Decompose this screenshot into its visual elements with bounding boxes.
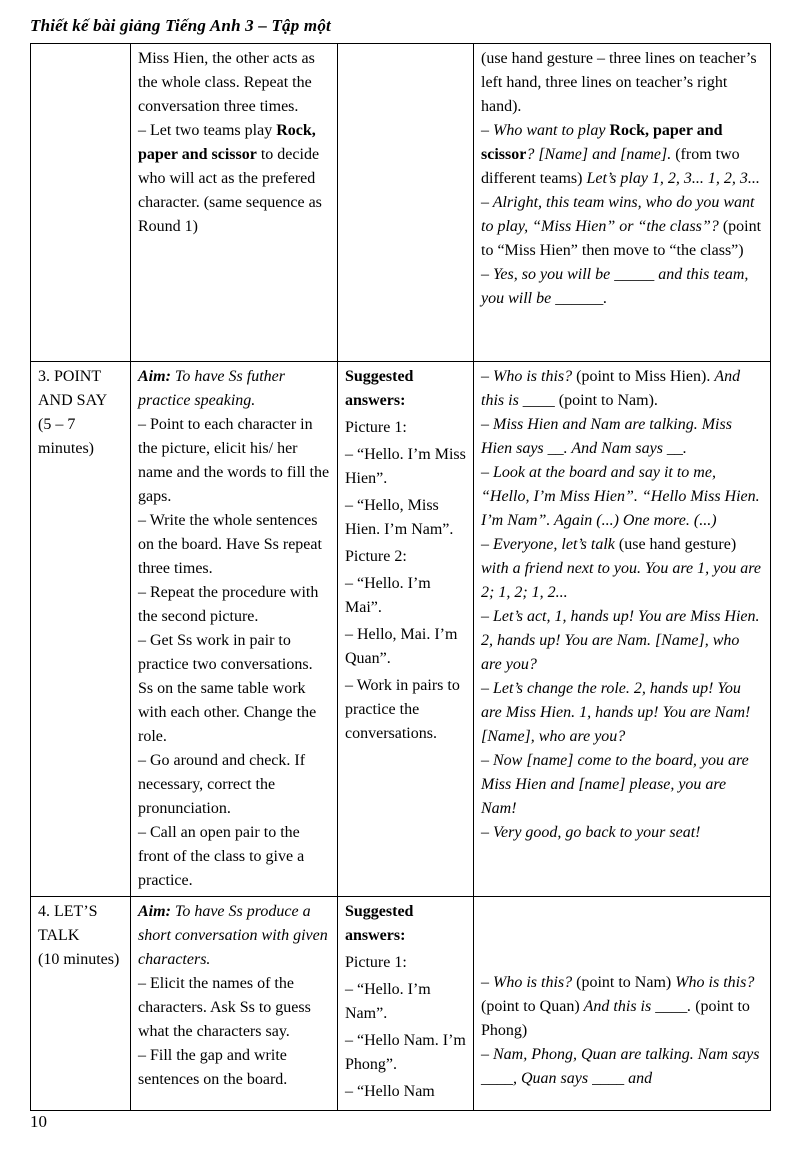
paragraph xyxy=(138,629,331,749)
text-segment: (point to Nam). xyxy=(554,392,658,409)
procedure-cell xyxy=(131,44,338,362)
procedure-cell xyxy=(131,897,338,1111)
paragraph xyxy=(138,581,331,629)
paragraph xyxy=(345,572,467,620)
paragraph xyxy=(481,677,764,749)
paragraph xyxy=(38,900,124,948)
text-segment: with a friend next to you. You are 1, you are 2; 1, 2; 1, 2... xyxy=(481,560,761,601)
text-segment: – Who want to play xyxy=(481,122,610,139)
paragraph xyxy=(345,443,467,491)
paragraph xyxy=(481,413,764,461)
paragraph xyxy=(345,900,467,948)
paragraph xyxy=(481,1043,764,1091)
text-segment: – Very good, go back to your seat! xyxy=(481,824,701,841)
text-segment: – Let’s change the role. 2, hands up! You are Miss Hien. 1, hands up! You are Nam! [Name], who are you? xyxy=(481,680,751,745)
text-segment: Picture 1: xyxy=(345,954,407,971)
table-row xyxy=(31,362,771,897)
answers-cell xyxy=(338,362,474,897)
text-segment: – Call an open pair to the front of the class to give a practice. xyxy=(138,824,305,889)
text-segment: – Let two teams play xyxy=(138,122,277,139)
paragraph xyxy=(138,509,331,581)
paragraph xyxy=(138,900,331,972)
paragraph xyxy=(345,1029,467,1077)
paragraph xyxy=(38,413,124,461)
teacher-language-cell xyxy=(474,897,771,1111)
text-segment: To have Ss produce a short conversation with given characters. xyxy=(138,903,328,968)
paragraph xyxy=(481,749,764,821)
text-segment: – “Hello Nam. I’m Phong”. xyxy=(345,1032,466,1073)
text-segment: (use hand gesture – three lines on teacher’s left hand, three lines on teacher’s right hand). xyxy=(481,50,757,115)
paragraph xyxy=(481,533,764,605)
text-segment: – Now [name] come to the board, you are Miss Hien and [name] please, you are Nam! xyxy=(481,752,749,817)
text-segment: Rock, paper and scissor xyxy=(138,122,316,163)
paragraph xyxy=(138,1044,331,1092)
text-segment: (point to Phong) xyxy=(481,998,750,1039)
text-segment: Suggested answers: xyxy=(345,903,414,944)
paragraph xyxy=(38,365,124,413)
text-segment: – Look at the board and say it to me, “Hello, I’m Miss Hien”. “Hello Miss Hien. I’m Nam”. Again (...) One more. (...) xyxy=(481,464,760,529)
paragraph xyxy=(138,119,331,239)
text-segment: ? [Name] and [name]. xyxy=(526,146,672,163)
paragraph xyxy=(345,1080,467,1104)
text-segment: – Alright, this team wins, who do you want to play, “Miss Hien” or “the class”? xyxy=(481,194,755,235)
text-segment: – Miss Hien and Nam are talking. Miss Hien says __. And Nam says __. xyxy=(481,416,732,457)
paragraph xyxy=(345,674,467,746)
text-segment: – Point to each character in the picture, elicit his/ her name and the words to fill the gaps. xyxy=(138,416,330,505)
paragraph xyxy=(481,191,764,263)
text-segment: (point to Nam) xyxy=(572,974,676,991)
text-segment: 4. LET’S TALK xyxy=(38,903,98,944)
text-segment: And this is ____. xyxy=(583,998,692,1015)
paragraph xyxy=(138,47,331,119)
text-segment: (point to Quan) xyxy=(481,998,584,1015)
text-segment: Who is this? xyxy=(675,974,755,991)
text-segment: – Repeat the procedure with the second picture. xyxy=(138,584,319,625)
text-segment: Rock, paper and scissor xyxy=(481,122,723,163)
paragraph xyxy=(345,416,467,440)
text-segment: 3. POINT AND SAY xyxy=(38,368,108,409)
text-segment: to decide who will act as the prefered character. (same sequence as Round 1) xyxy=(138,146,322,235)
paragraph xyxy=(481,263,764,311)
text-segment: Let’s play 1, 2, 3... 1, 2, 3... xyxy=(586,170,760,187)
text-segment: – Write the whole sentences on the board. Have Ss repeat three times. xyxy=(138,512,322,577)
paragraph xyxy=(345,365,467,413)
text-segment: – Everyone, let’s talk xyxy=(481,536,615,553)
paragraph xyxy=(481,821,764,845)
text-segment: – Nam, Phong, Quan are talking. Nam says ____, Quan says ____ and xyxy=(481,1046,760,1087)
text-segment: – Work in pairs to practice the conversations. xyxy=(345,677,460,742)
teacher-language-cell xyxy=(474,44,771,362)
text-segment: Aim: xyxy=(138,903,171,920)
text-segment: – Get Ss work in pair to practice two conversations. Ss on the same table work with each other. Change the role. xyxy=(138,632,317,745)
paragraph xyxy=(138,972,331,1044)
lesson-plan-table xyxy=(30,43,771,1111)
text-segment: – Fill the gap and write sentences on the board. xyxy=(138,1047,288,1088)
text-segment: – “Hello. I’m Nam”. xyxy=(345,981,431,1022)
text-segment: – Elicit the names of the characters. Ask Ss to guess what the characters say. xyxy=(138,975,311,1040)
text-segment: Picture 2: xyxy=(345,548,407,565)
text-segment: – “Hello. I’m Mai”. xyxy=(345,575,431,616)
answers-cell xyxy=(338,897,474,1111)
text-segment: (from two different teams) xyxy=(481,146,740,187)
text-segment: To have Ss futher practice speaking. xyxy=(138,368,285,409)
paragraph xyxy=(345,951,467,975)
text-segment: – “Hello. I’m Miss Hien”. xyxy=(345,446,466,487)
paragraph xyxy=(345,545,467,569)
text-segment: Suggested answers: xyxy=(345,368,414,409)
paragraph xyxy=(481,461,764,533)
text-segment: – Go around and check. If necessary, correct the pronunciation. xyxy=(138,752,306,817)
text-segment: (point to Miss Hien). xyxy=(572,368,715,385)
paragraph xyxy=(138,365,331,413)
text-segment: Miss Hien, the other acts as the whole class. Repeat the conversation three times. xyxy=(138,50,315,115)
stage-cell xyxy=(31,362,131,897)
paragraph xyxy=(345,978,467,1026)
paragraph xyxy=(481,971,764,1043)
procedure-cell xyxy=(131,362,338,897)
table-row xyxy=(31,897,771,1111)
document-header: Thiết kế bài giảng Tiếng Anh 3 – Tập một xyxy=(30,16,331,35)
answers-cell xyxy=(338,44,474,362)
text-segment: – Let’s act, 1, hands up! You are Miss Hien. 2, hands up! You are Nam. [Name], who are you? xyxy=(481,608,760,673)
paragraph xyxy=(138,821,331,893)
paragraph xyxy=(138,413,331,509)
table-row xyxy=(31,44,771,362)
text-segment: (use hand gesture) xyxy=(614,536,737,553)
text-segment: And this is ____ xyxy=(481,368,741,409)
stage-cell xyxy=(31,44,131,362)
paragraph xyxy=(481,47,764,119)
paragraph xyxy=(481,605,764,677)
text-segment: Picture 1: xyxy=(345,419,407,436)
teacher-language-cell xyxy=(474,362,771,897)
page-number: 10 xyxy=(30,1112,47,1131)
paragraph xyxy=(345,494,467,542)
paragraph xyxy=(38,948,124,972)
text-segment: – “Hello, Miss Hien. I’m Nam”. xyxy=(345,497,454,538)
stage-cell xyxy=(31,897,131,1111)
paragraph xyxy=(481,365,764,413)
text-segment: (10 minutes) xyxy=(38,951,120,968)
text-segment: – “Hello Nam xyxy=(345,1083,435,1100)
paragraph xyxy=(345,623,467,671)
text-segment: Aim: xyxy=(138,368,171,385)
text-segment: – Who is this? xyxy=(481,368,573,385)
paragraph xyxy=(138,749,331,821)
text-segment: – Yes, so you will be _____ and this team, you will be ______. xyxy=(481,266,749,307)
text-segment: – Hello, Mai. I’m Quan”. xyxy=(345,626,458,667)
text-segment: – Who is this? xyxy=(481,974,573,991)
paragraph xyxy=(481,119,764,191)
text-segment: (5 – 7 minutes) xyxy=(38,416,94,457)
text-segment: (point to “Miss Hien” then move to “the class”) xyxy=(481,218,762,259)
